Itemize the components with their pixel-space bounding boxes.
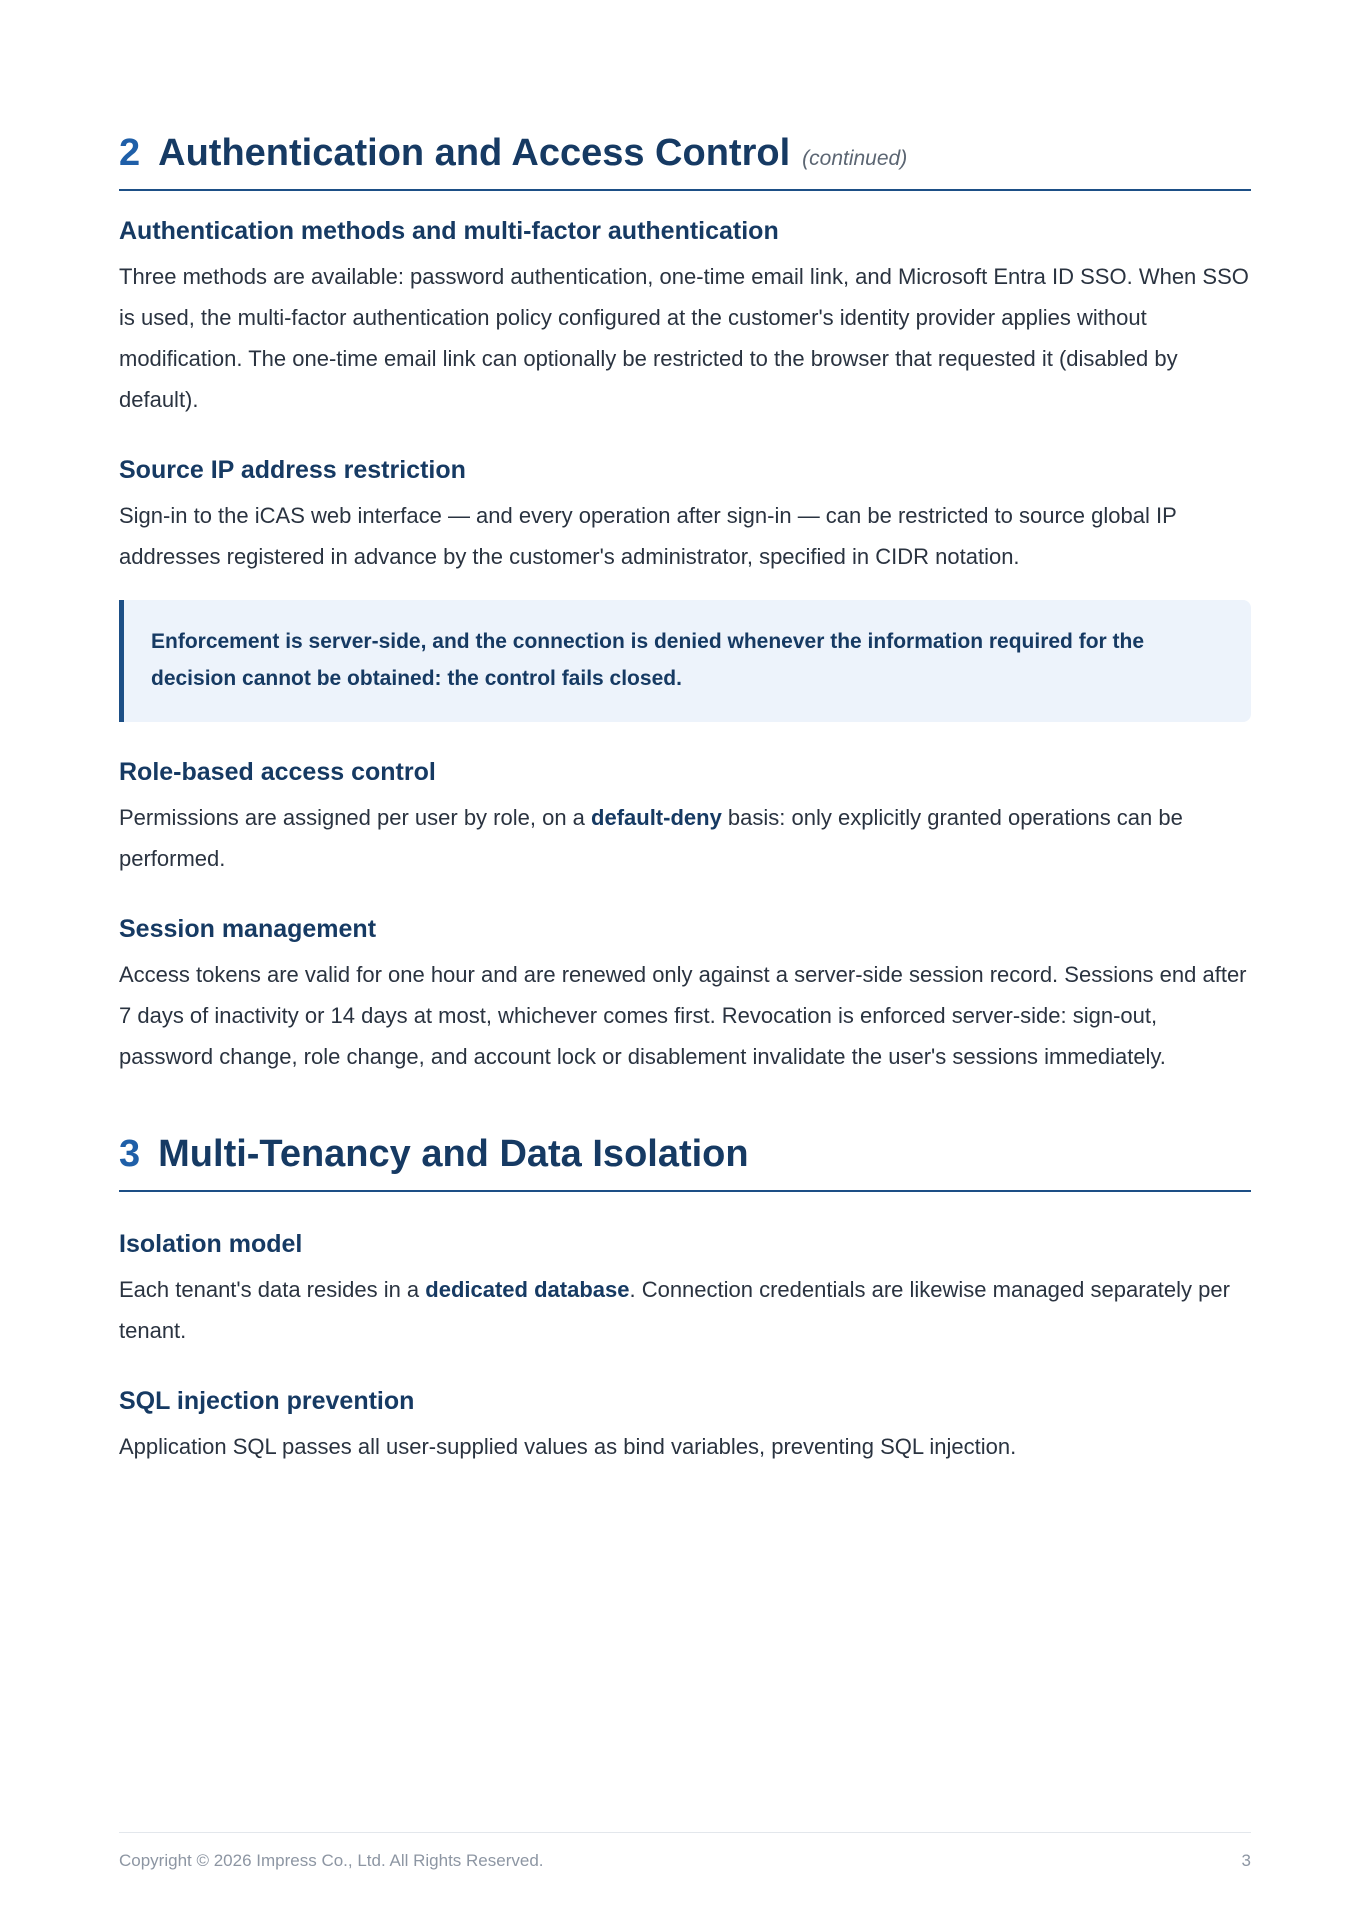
text: . Connection credentials are likewise managed separately per tenant. [119, 1277, 1230, 1343]
paragraph-auth-methods: Three methods are available: password authentication, one-time email link, and Microsoft Entra ID SSO. When SSO is used, the multi-factor authentication policy configured at the customer's identity provider applies without modification. The one-time email link can optionally be restricted to the browser that requested it (disabled by default). [119, 264, 1249, 412]
section-title: Authentication and Access Control [158, 132, 791, 174]
subheading-auth-methods: Authentication methods and multi-factor authentication [119, 217, 779, 245]
section-number: 2 [119, 132, 141, 174]
section-continued-note: (continued) [802, 147, 908, 170]
paragraph-session: Access tokens are valid for one hour and are renewed only against a server-side session record. Sessions end after 7 days of inactivity or 14 days at most, whichever comes first. Revocation is enforced server-side: sign-out, password change, role change, and account lock or disablement invalidate the user's sessions immediately. [119, 962, 1247, 1069]
paragraph-rbac [119, 797, 1251, 879]
section-3-header [119, 1133, 1251, 1192]
page-footer [119, 1832, 1251, 1871]
page-number: 3 [1241, 1851, 1251, 1870]
section-title: Multi-Tenancy and Data Isolation [158, 1133, 749, 1175]
paragraph-ip-restriction: Sign-in to the iCAS web interface — and every operation after sign-in — can be restricted to source global IP addresses registered in advance by the customer's administrator, specified in CIDR notation. [119, 503, 1177, 569]
page-content [119, 132, 1251, 1467]
subheading-sql-injection: SQL injection prevention [119, 1387, 415, 1415]
section-number: 3 [119, 1133, 141, 1175]
callout-fail-closed: Enforcement is server-side, and the connection is denied whenever the information required for the decision cannot be obtained: the control fails closed. [119, 600, 1251, 722]
text: basis: only explicitly granted operations can be performed. [119, 805, 1183, 871]
subheading-ip-restriction: Source IP address restriction [119, 456, 466, 484]
copyright-text: Copyright © 2026 Impress Co., Ltd. All Rights Reserved. [119, 1851, 544, 1870]
section-2-header [119, 132, 1251, 191]
subheading-isolation-model: Isolation model [119, 1230, 303, 1258]
text: Permissions are assigned per user by role, on a [119, 805, 592, 830]
subheading-session: Session management [119, 915, 377, 943]
subheading-rbac: Role-based access control [119, 758, 436, 786]
emphasis-default-deny: default-deny [591, 805, 722, 830]
text: Each tenant's data resides in a [119, 1277, 426, 1302]
paragraph-sql-injection: Application SQL passes all user-supplied values as bind variables, preventing SQL injection. [119, 1434, 1017, 1459]
paragraph-isolation-model [119, 1269, 1251, 1351]
emphasis-dedicated-database: dedicated database [425, 1277, 630, 1302]
